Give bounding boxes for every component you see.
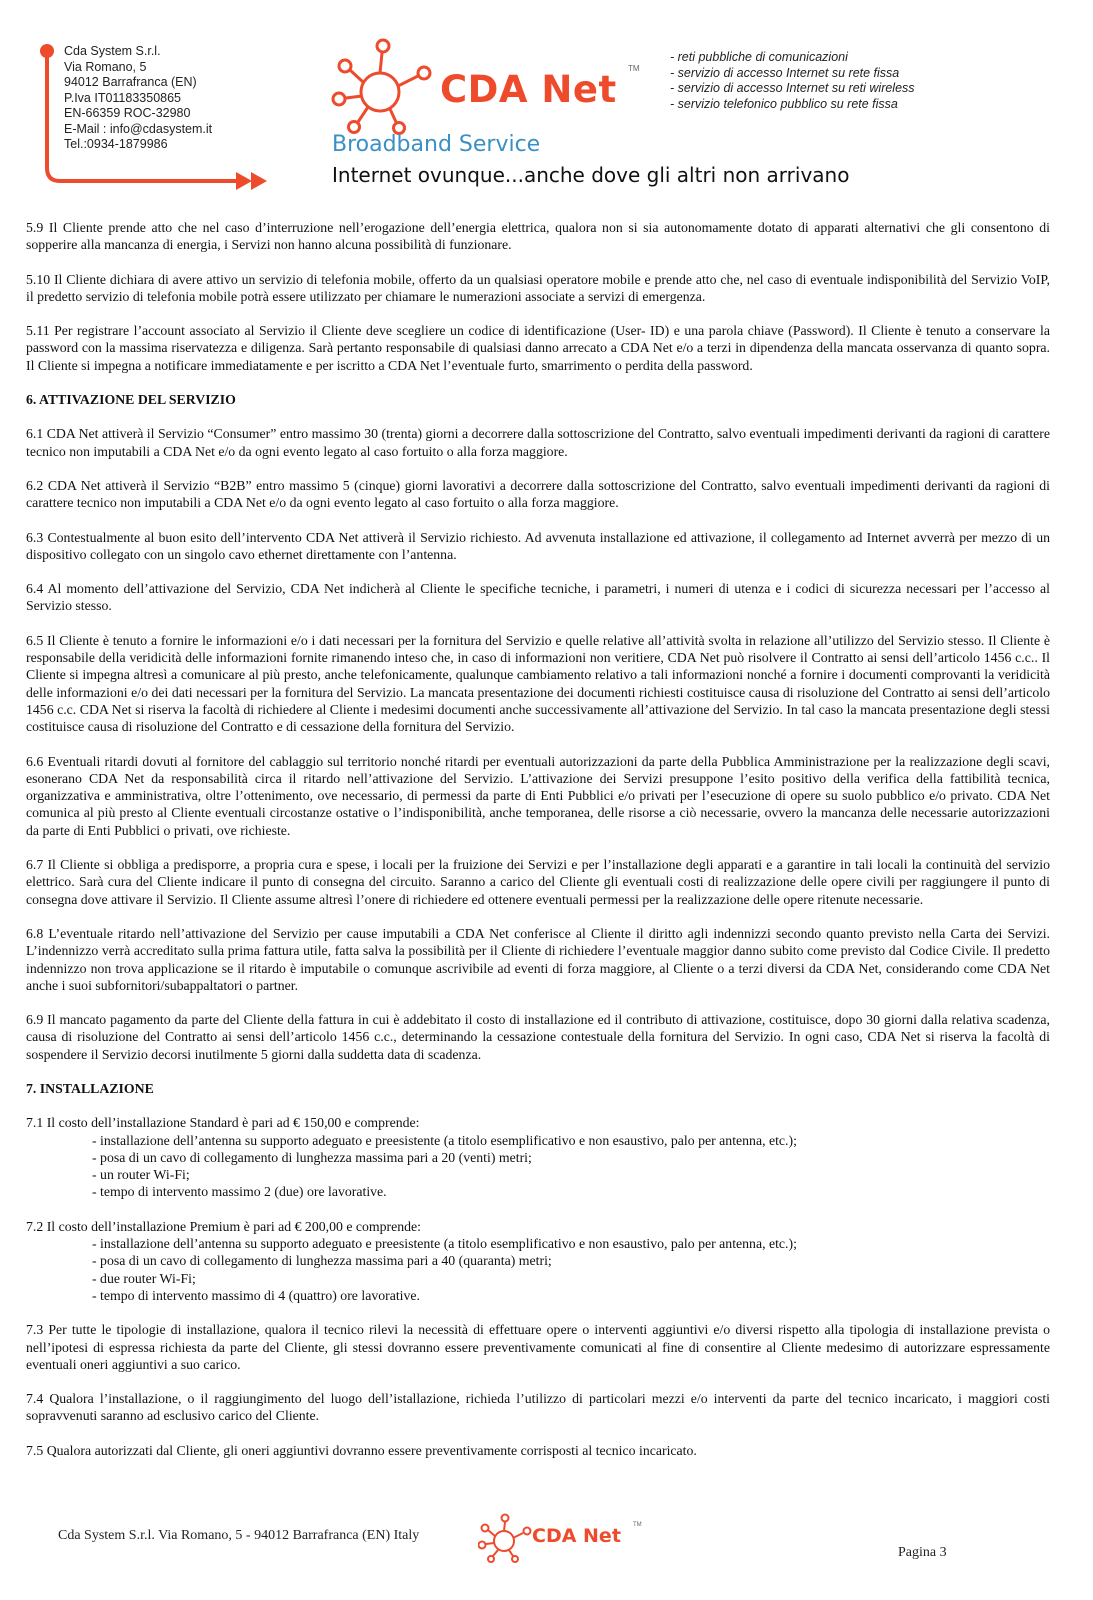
company-name: Cda System S.r.l. <box>64 44 161 58</box>
list-item: - un router Wi-Fi; <box>92 1166 1050 1183</box>
company-phone: Tel.:0934-1879986 <box>64 137 168 151</box>
service-item: - servizio di accesso Internet su rete fissa <box>670 65 900 80</box>
footer-address: Cda System S.r.l. Via Romano, 5 - 94012 Barrafranca (EN) Italy <box>58 1528 420 1543</box>
clause-7-1: 7.1 Il costo dell’installazione Standard è pari ad € 150,00 e comprende: <box>26 1115 420 1131</box>
list-item: - posa di un cavo di collegamento di lunghezza massima pari a 20 (venti) metri; <box>92 1149 1050 1166</box>
contract-body <box>26 219 1050 1476</box>
clause-6-9: 6.9 Il mancato pagamento da parte del Cliente della fattura in cui è addebitato il costo di installazione ed il contributo di attivazione, costituisce, dopo 30 giorni dalla relativa scadenza, causa di risoluzione del Contratto ai sensi dell’articolo 1456 c.c., determinando la cessazione contestuale della fornitura del Servizio. In ogni caso, CDA Net si riserva la facoltà di sospendere il Servizio decorsi inutilmente 5 giorni dalla suddetta data di scadenza. <box>26 1012 1050 1062</box>
list-item: - installazione dell’antenna su supporto adeguato e preesistente (a titolo esemplificativo e non esaustivo, palo per antenna, etc.); <box>92 1235 1050 1252</box>
clause-6-4: 6.4 Al momento dell’attivazione del Servizio, CDA Net indicherà al Cliente le specifiche tecniche, i parametri, i numeri di utenza e i codici di sicurezza necessari per l’accesso al Servizio stesso. <box>26 581 1050 614</box>
cda-molecule-logo-icon <box>330 36 440 136</box>
list-item: - installazione dell’antenna su supporto adeguato e preesistente (a titolo esemplificativo e non esaustivo, palo per antenna, etc.); <box>92 1132 1050 1149</box>
clause-6-1: 6.1 CDA Net attiverà il Servizio “Consumer” entro massimo 30 (trenta) giorni a decorrere dalla sottoscrizione del Contratto, salvo eventuali impedimenti derivanti da ragioni di carattere tecnico non imputabili a CDA Net e/o da ogni evento legato al caso fortuito o alla forza maggiore. <box>26 426 1050 459</box>
footer-molecule-logo-icon <box>478 1513 534 1563</box>
clause-5-11: 5.11 Per registrare l’account associato al Servizio il Cliente deve scegliere un codice di identificazione (User- ID) e una parola chiave (Password). Il Cliente è tenuto a conservare la password con la massima riservatezza e diligenza. Sarà pertanto responsabile di qualsiasi danno arrecato a CDA Net e/o a terzi in dipendenza della mancata osservanza di quanto sopra. Il Cliente si impegna a notificare immediatamente e per iscritto a CDA Net l’eventuale furto, smarrimento o perdita della password. <box>26 323 1050 373</box>
page-number: Pagina 3 <box>898 1545 947 1560</box>
section-heading-7: 7. INSTALLAZIONE <box>26 1080 154 1096</box>
broadband-subtitle: Broadband Service <box>332 132 541 157</box>
clause-5-10: 5.10 Il Cliente dichiara di avere attivo un servizio di telefonia mobile, offerto da un qualsiasi operatore mobile e prende atto che, nel caso di eventuale indisponibilità del Servizio VoIP, il predetto servizio di telefonia mobile potrà essere utilizzato per chiamare le numerazioni associate a servizi di emergenza. <box>26 271 1050 304</box>
company-registry: EN-66359 ROC-32980 <box>64 106 191 120</box>
company-contact-block <box>64 44 212 153</box>
clause-6-2: 6.2 CDA Net attiverà il Servizio “B2B” entro massimo 5 (cinque) giorni lavorativi a decorrere dalla sottoscrizione del Contratto, salvo eventuali impedimenti derivanti da ragioni di carattere tecnico non imputabili a CDA Net e/o da ogni evento legato al caso fortuito o alla forza maggiore. <box>26 477 1050 511</box>
list-item: - posa di un cavo di collegamento di lunghezza massima pari a 40 (quaranta) metri; <box>92 1252 1050 1269</box>
clause-7-3: 7.3 Per tutte le tipologie di installazione, qualora il tecnico rilevi la necessità di effettuare opere o interventi aggiuntivi e/o diversi rispetto alla tipologia di installazione prevista o nell’ipotesi di espressa richiesta da parte del Cliente, gli stessi dovranno essere preventivamente comunicati al fine di consentire al Cliente medesimo di autorizzare espressamente eventuali oneri aggiuntivi a suo carico. <box>26 1322 1050 1372</box>
list-item: - tempo di intervento massimo di 4 (quattro) ore lavorative. <box>92 1287 1050 1304</box>
clause-6-7: 6.7 Il Cliente si obbliga a predisporre, a propria cura e spese, i locali per la fruizione dei Servizi e per l’installazione degli apparati e a garantire in tali locali la continuità del servizio elettrico. Sarà cura del Cliente indicare il punto di consegna del circuito. Saranno a carico del Cliente gli eventuali costi di realizzazione delle opere civili per raggiungere il punto di consegna dove attivare il Servizio. Il Cliente assume altresì l’onere di richiedere ed ottenere eventuali permessi per la realizzazione delle opere ritenute necessarie. <box>26 857 1050 907</box>
clause-5-9: 5.9 Il Cliente prende atto che nel caso d’interruzione nell’erogazione dell’energia elettrica, qualora non si sia autonomamente dotato di apparati alternativi che gli consentono di sopperire alla mancanza di energia, i Servizi non hanno alcuna possibilità di funzionare. <box>26 220 1050 253</box>
clause-6-6: 6.6 Eventuali ritardi dovuti al fornitore del cablaggio sul territorio nonché ritardi per eventuali autorizzazioni da parte della Pubblica Amministrazione per la realizzazione degli scavi, esonerano CDA Net da responsabilità circa il ritardo nell’attivazione del Servizio. L’attivazione dei Servizi presuppone l’esito positivo della verifica della fattibilità tecnica, organizzativa e amministrativa, oltre l’ottenimento, ove necessario, di permessi da parte di Enti Pubblici e/o privati per l’esecuzione di opere su suolo pubblico e/o privato. CDA Net comunica al più presto al Cliente eventuali circostanze ostative o l’indisponibilità, anche temporanea, delle risorse a ciò necessarie, ovvero la mancanza delle necessarie autorizzazioni da parte di Enti Pubblici o privati, ove richieste. <box>26 753 1050 838</box>
clause-6-5: 6.5 Il Cliente è tenuto a fornire le informazioni e/o i dati necessari per la fornitura del Servizio e quelle relative all’attività svolta in relazione all’utilizzo del Servizio stesso. Il Cliente è responsabile della veridicità delle informazioni fornite rimanendo inteso che, in caso di informazioni non veritiere, CDA Net può risolvere il Contratto ai sensi dell’articolo 1456 c.c.. Il Cliente si impegna altresì a comunicare al più presto, anche telefonicamente, qualunque cambiamento relativo a tali informazioni nonché a fornire i documenti comprovanti la veridicità delle informazioni e/o dei dati necessari per la fornitura del Servizio. La mancata presentazione dei documenti richiesti costituisce causa di risoluzione del Contratto ai sensi dell’articolo 1456 c.c. CDA Net si riserva la facoltà di richiedere al Cliente i medesimi documenti anche successivamente all’attivazione del Servizio. In tal caso la mancata presentazione degli stessi costituisce causa di risoluzione del Contratto e di cessazione della fornitura del Servizio. <box>26 632 1050 735</box>
company-email: E-Mail : info@cdasystem.it <box>64 121 213 136</box>
clause-7-5: 7.5 Qualora autorizzati dal Cliente, gli oneri aggiuntivi dovranno essere preventivamente corrisposti al tecnico incaricato. <box>26 1442 697 1458</box>
list-item: - tempo di intervento massimo 2 (due) ore lavorative. <box>92 1183 1050 1200</box>
services-list <box>670 50 915 112</box>
tagline: Internet ovunque...anche dove gli altri non arrivano <box>332 163 850 187</box>
company-vat: P.Iva IT01183350865 <box>64 90 181 105</box>
company-city: 94012 Barrafranca (EN) <box>64 75 197 89</box>
clause-7-4: 7.4 Qualora l’installazione, o il raggiungimento del luogo dell’istallazione, richieda l’utilizzo di particolari mezzi e/o interventi da parte del tecnico incaricato, i maggiori costi sopravvenuti saranno ad esclusivo carico del Cliente. <box>26 1391 1050 1424</box>
section-heading-6: 6. ATTIVAZIONE DEL SERVIZIO <box>26 392 236 408</box>
service-item: - servizio di accesso Internet su reti wireless <box>670 81 915 95</box>
premium-install-list <box>26 1235 1050 1304</box>
service-item: - reti pubbliche di comunicazioni <box>670 50 848 64</box>
brand-name: CDA Net <box>440 68 617 111</box>
footer-trademark-mark: TM <box>633 1522 642 1528</box>
trademark-mark: TM <box>628 64 640 73</box>
service-item: - servizio telefonico pubblico su rete fissa <box>670 96 898 111</box>
clause-6-3: 6.3 Contestualmente al buon esito dell’intervento CDA Net attiverà il Servizio richiesto. Ad avvenuta installazione ed attivazione, il collegamento ad Internet avverrà per mezzo di un dispositivo collegato con un singolo cavo ethernet direttamente con l’antenna. <box>26 529 1050 562</box>
footer-brand-name: CDA Net <box>532 1525 621 1547</box>
company-street: Via Romano, 5 <box>64 59 147 74</box>
list-item: - due router Wi-Fi; <box>92 1270 1050 1287</box>
standard-install-list <box>26 1132 1050 1201</box>
clause-7-2: 7.2 Il costo dell’installazione Premium è pari ad € 200,00 e comprende: <box>26 1218 422 1234</box>
clause-6-8: 6.8 L’eventuale ritardo nell’attivazione del Servizio per cause imputabili a CDA Net conferisce al Cliente il diritto agli indennizzi secondo quanto previsto nella Carta dei Servizi. L’indennizzo verrà accreditato sulla prima fattura utile, fatta salva la possibilità per il Cliente di richiedere l’eventuale maggior danno subito come previsto dal Codice Civile. Il predetto indennizzo non trova applicazione se il ritardo è imputabile o comunque ascrivibile ad eventi di forza maggiore, al Cliente o a terzi diversi da CDA Net, considerando come CDA Net anche i suoi subfornitori/subappaltatori o partner. <box>26 925 1050 993</box>
